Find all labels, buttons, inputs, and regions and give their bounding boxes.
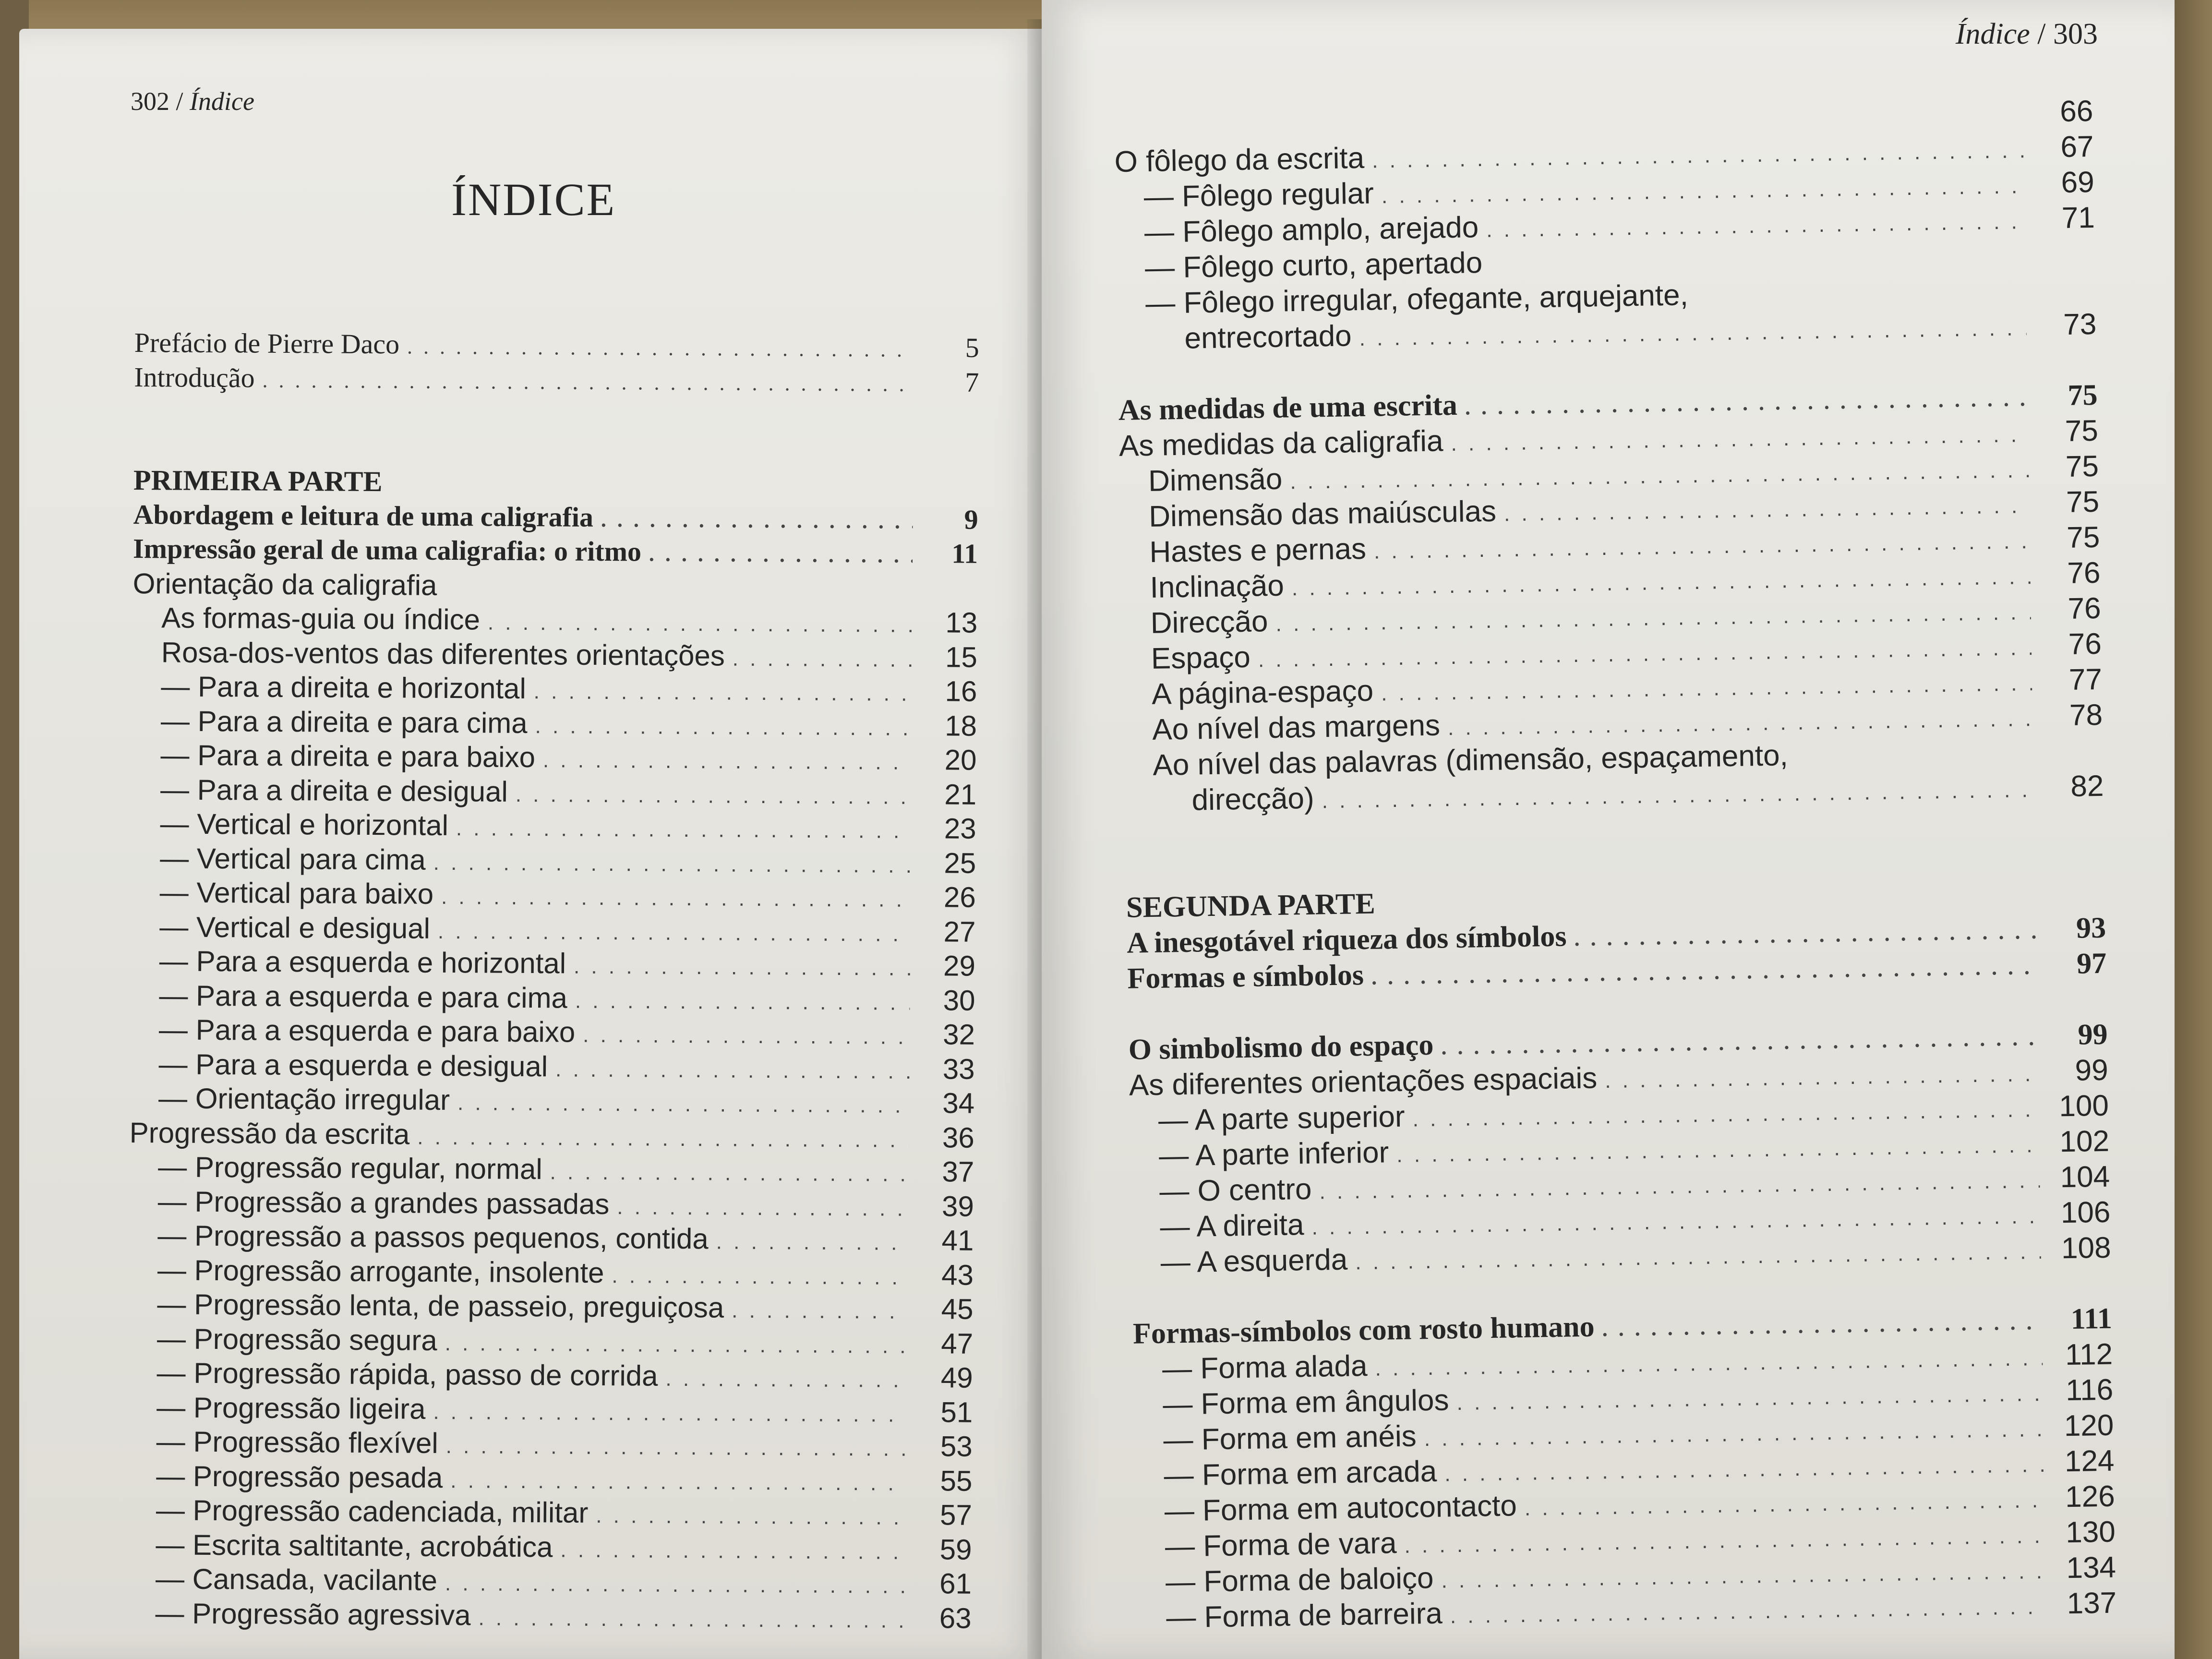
table-surface-right bbox=[2169, 0, 2212, 1659]
toc-entry: Dimensão . . . 75 bbox=[1119, 449, 2099, 500]
toc-entry: — Forma alada . . . 112 bbox=[1133, 1337, 2113, 1388]
toc-entry: — Progressão ligeira . . . 51 bbox=[128, 1390, 973, 1430]
toc-entry: — Progressão rápida, passo de corrida . . . 49 bbox=[128, 1356, 973, 1395]
section-heading: Progressão da escrita . . . 36 bbox=[130, 1116, 974, 1155]
toc-entry: Rosa-dos-ventos das diferentes orientações . . . 15 bbox=[132, 635, 977, 674]
toc-entry: Dimensão das maiúsculas . . . 75 bbox=[1120, 485, 2100, 536]
toc-entry: — Escrita saltitante, acrobática . . . 59 bbox=[127, 1527, 972, 1567]
page-title: ÍNDICE bbox=[451, 174, 616, 225]
toc-entry: direcção) . . . 82 bbox=[1124, 769, 2104, 820]
toc-entry: — Vertical e desigual . . . 27 bbox=[131, 910, 975, 949]
toc-entry-bold: Impressão geral de uma caligrafia: o ritmo . . . 11 bbox=[133, 532, 978, 572]
toc-entry: — A esquerda . . . 108 bbox=[1131, 1231, 2111, 1282]
right-toc bbox=[1114, 94, 2117, 1637]
toc-entry: — Vertical para baixo . . . 26 bbox=[131, 876, 976, 915]
section-heading: As medidas da caligrafia . . . 75 bbox=[1118, 414, 2098, 465]
toc-entry: Hastes e pernas . . . 75 bbox=[1120, 520, 2100, 571]
right-running-head bbox=[1956, 17, 2098, 51]
toc-entry-bold: Abordagem e leitura de uma caligrafia . . . 9 bbox=[133, 498, 978, 537]
toc-entry: — Forma em ângulos . . . 116 bbox=[1134, 1373, 2114, 1424]
left-page-number: 302 bbox=[131, 87, 169, 116]
toc-entry: — Forma de baloiço . . . 134 bbox=[1137, 1551, 2116, 1601]
toc-entry: — Para a esquerda e para cima . . . 30 bbox=[130, 978, 975, 1018]
toc-entry: Ao nível das margens . . . 78 bbox=[1123, 698, 2103, 749]
section-heading: As diferentes orientações espaciais . . . 99 bbox=[1129, 1053, 2108, 1104]
toc-entry: — Forma em anéis . . . 120 bbox=[1134, 1408, 2114, 1459]
toc-entry: — O centro . . . 104 bbox=[1130, 1160, 2110, 1211]
toc-entry: — A parte inferior . . . 102 bbox=[1130, 1124, 2110, 1175]
toc-entry: — A direita . . . 106 bbox=[1131, 1195, 2111, 1246]
part-heading: SEGUNDA PARTE bbox=[1126, 887, 1376, 924]
section-heading: O fôlego da escrita . . . 67 bbox=[1114, 130, 2094, 180]
right-page bbox=[1042, 0, 2175, 1659]
toc-entry: — Progressão pesada . . . 55 bbox=[127, 1459, 972, 1498]
running-head-separator: / bbox=[176, 87, 183, 116]
toc-entry-bold: As medidas de uma escrita . . . 75 bbox=[1118, 378, 2098, 429]
running-head-label: Índice bbox=[190, 87, 254, 116]
toc-entry: — Forma em arcada . . . 124 bbox=[1135, 1444, 2115, 1495]
toc-entry-bold: Formas-símbolos com rosto humano . . . 111 bbox=[1133, 1302, 2113, 1353]
toc-entry: Ao nível das palavras (dimensão, espaçamento, bbox=[1152, 739, 1789, 782]
toc-entry-bold: Formas e símbolos . . . 97 bbox=[1127, 947, 2107, 998]
toc-entry: Prefácio de Pierre Daco . . . 5 bbox=[134, 326, 979, 366]
toc-entry: Introdução . . . 7 bbox=[134, 361, 979, 400]
toc-entry: — Para a esquerda e desigual . . . 33 bbox=[130, 1047, 974, 1086]
toc-entry: Espaço . . . 76 bbox=[1122, 627, 2102, 678]
left-toc bbox=[126, 326, 979, 1636]
left-page bbox=[19, 29, 1042, 1659]
toc-entry: — Vertical e horizontal . . . 23 bbox=[131, 807, 976, 846]
toc-entry: — Progressão lenta, de passeio, preguiçosa . . . 45 bbox=[128, 1287, 973, 1327]
toc-entry: — Fôlego regular . . . 69 bbox=[1115, 165, 2094, 216]
toc-entry: — Para a direita e para cima . . . 18 bbox=[132, 704, 977, 743]
toc-entry: — Para a direita e desigual . . . 21 bbox=[132, 772, 976, 812]
toc-entry: Direcção . . . 76 bbox=[1121, 591, 2101, 642]
toc-entry: — Cansada, vacilante . . . 61 bbox=[127, 1562, 972, 1601]
toc-entry: — Forma em autocontacto . . . 126 bbox=[1135, 1479, 2115, 1530]
running-head-label: Índice bbox=[1955, 18, 2030, 50]
toc-entry: — Para a esquerda e horizontal . . . 29 bbox=[131, 944, 975, 984]
running-head-separator: / bbox=[2037, 18, 2046, 50]
toc-entry: — Fôlego amplo, arejado . . . 71 bbox=[1115, 201, 2095, 252]
toc-entry: — Progressão cadenciada, militar . . . 57 bbox=[127, 1493, 972, 1533]
toc-entry: — Progressão regular, normal . . . 37 bbox=[129, 1150, 974, 1190]
toc-entry: — Progressão flexível . . . 53 bbox=[128, 1425, 973, 1464]
toc-entry: As formas-guia ou índice . . . 13 bbox=[132, 601, 977, 640]
section-heading: Orientação da caligrafia bbox=[132, 567, 437, 601]
toc-entry: Inclinação . . . 76 bbox=[1121, 556, 2101, 607]
part-heading: PRIMEIRA PARTE bbox=[133, 464, 383, 498]
toc-entry: — Para a esquerda e para baixo . . . 32 bbox=[130, 1013, 975, 1052]
toc-entry: — Orientação irregular . . . 34 bbox=[130, 1082, 974, 1121]
toc-entry: — Para a direita e horizontal . . . 16 bbox=[132, 670, 977, 709]
toc-entry-bold: O simbolismo do espaço . . . 99 bbox=[1128, 1018, 2108, 1069]
toc-entry: — Fôlego irregular, ofegante, arquejante, bbox=[1145, 278, 1689, 321]
toc-entry: — A parte superior . . . 100 bbox=[1130, 1089, 2109, 1140]
toc-entry: — Vertical para cima . . . 25 bbox=[131, 841, 976, 880]
toc-entry: A página-espaço . . . 77 bbox=[1123, 662, 2103, 713]
toc-entry: — Progressão arrogante, insolente . . . 43 bbox=[129, 1253, 974, 1292]
toc-entry: — Para a direita e para baixo . . . 20 bbox=[132, 738, 976, 778]
toc-entry-bold: A inesgotável riqueza dos símbolos . . . 93 bbox=[1127, 911, 2106, 962]
toc-entry: — Progressão segura . . . 47 bbox=[128, 1322, 973, 1361]
left-running-head bbox=[131, 86, 254, 116]
toc-entry: — Progressão a grandes passadas . . . 39 bbox=[129, 1184, 974, 1224]
toc-entry: 66 bbox=[2059, 94, 2093, 129]
toc-entry: — Forma de barreira . . . 137 bbox=[1137, 1586, 2117, 1637]
toc-entry: — Progressão a passos pequenos, contida . . . 41 bbox=[129, 1219, 974, 1258]
right-page-number: 303 bbox=[2053, 18, 2098, 50]
toc-entry: — Forma de vara . . . 130 bbox=[1136, 1515, 2116, 1566]
toc-entry: entrecortado . . . 73 bbox=[1117, 307, 2097, 358]
toc-entry: — Progressão agressiva . . . 63 bbox=[126, 1596, 971, 1635]
toc-entry: — Fôlego curto, apertado bbox=[1144, 246, 1483, 285]
